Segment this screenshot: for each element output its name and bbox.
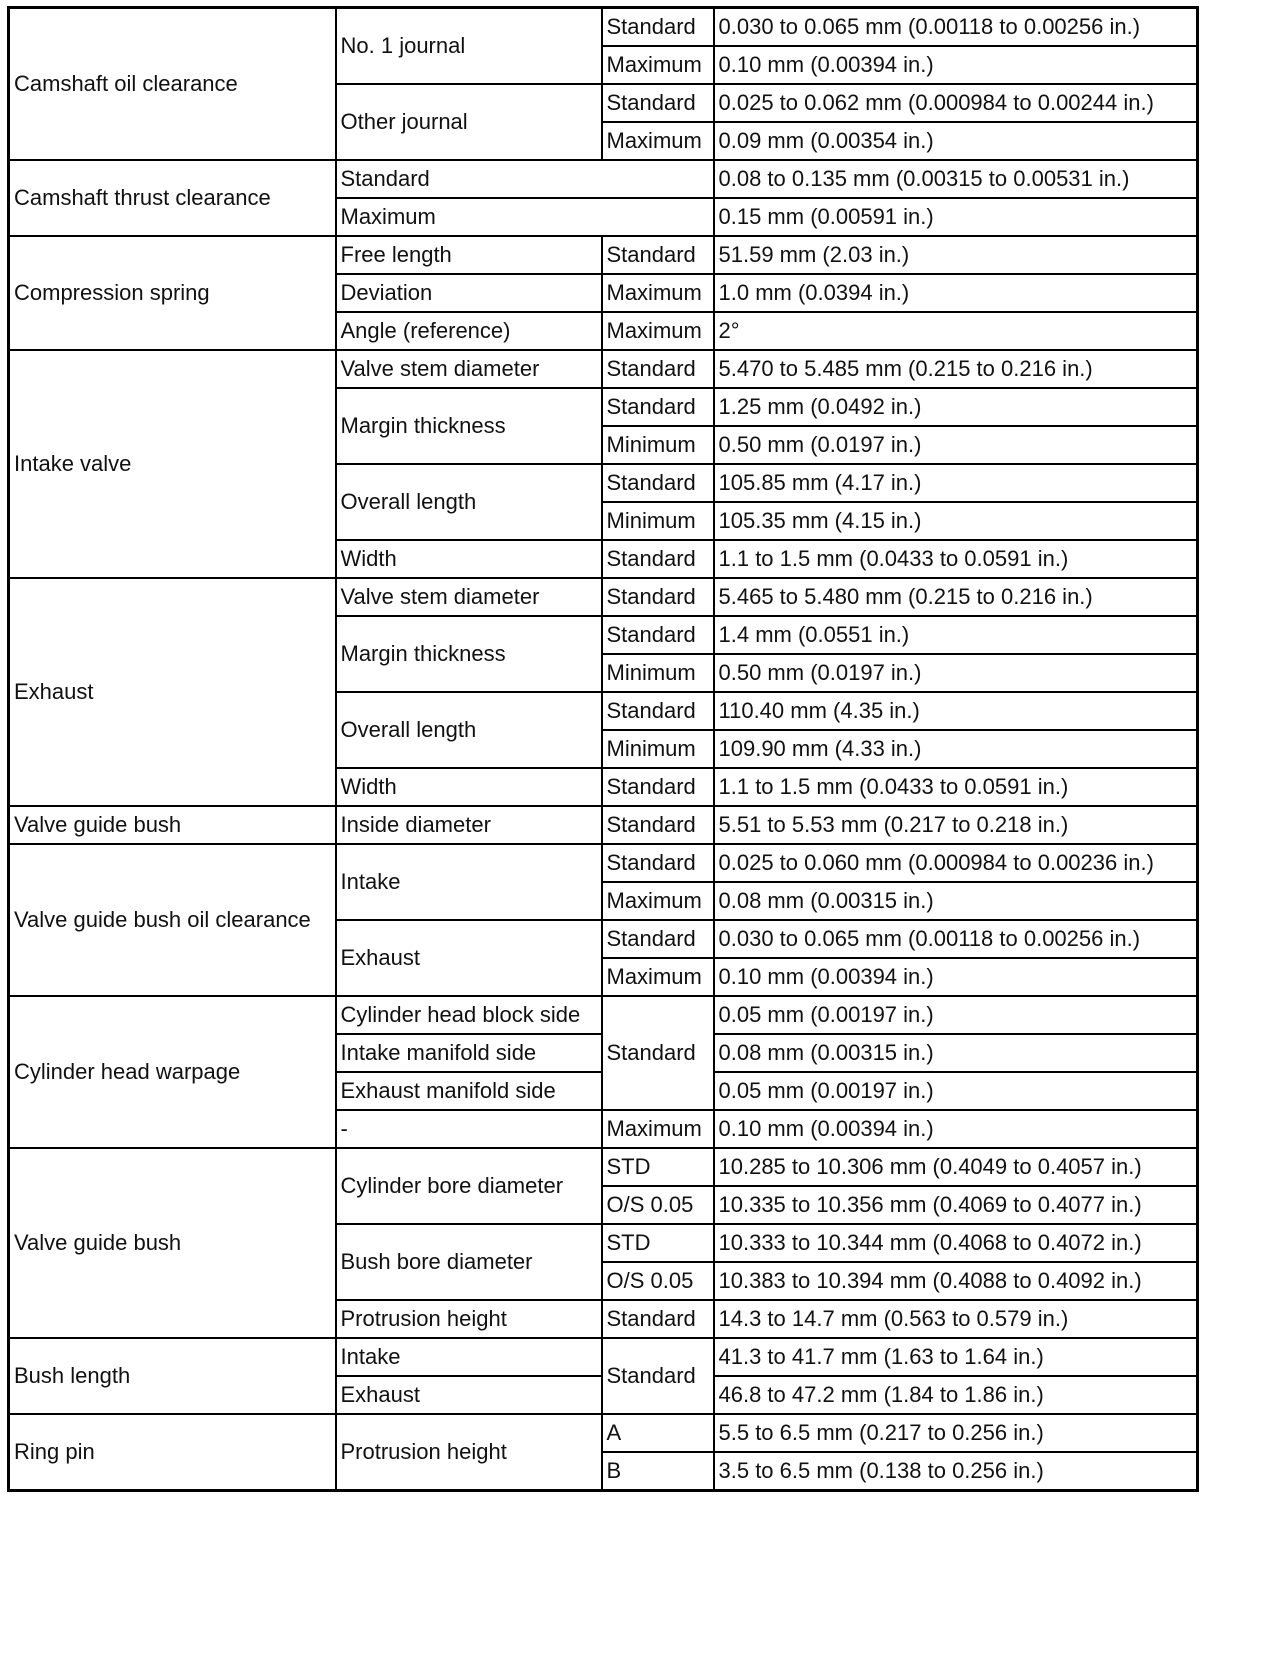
- condition-cell: Minimum: [602, 730, 714, 768]
- parameter-cell: Width: [336, 768, 602, 806]
- condition-cell: Standard: [602, 350, 714, 388]
- value-cell: 10.335 to 10.356 mm (0.4069 to 0.4077 in.): [714, 1186, 1198, 1224]
- table-row: [9, 236, 1198, 274]
- parameter-cell: Free length: [336, 236, 602, 274]
- condition-cell: Standard: [602, 996, 714, 1110]
- group-name-cell: Exhaust: [9, 578, 336, 806]
- value-cell: 105.85 mm (4.17 in.): [714, 464, 1198, 502]
- parameter-cell: Overall length: [336, 464, 602, 540]
- parameter-cell: -: [336, 1110, 602, 1148]
- group-name-cell: Valve guide bush: [9, 806, 336, 844]
- condition-cell: Standard: [602, 540, 714, 578]
- condition-cell: Standard: [602, 1338, 714, 1414]
- parameter-cell: Standard: [336, 160, 714, 198]
- table-row: [9, 578, 1198, 616]
- condition-cell: Standard: [602, 844, 714, 882]
- value-cell: 0.15 mm (0.00591 in.): [714, 198, 1198, 236]
- condition-cell: Maximum: [602, 958, 714, 996]
- condition-cell: Standard: [602, 236, 714, 274]
- value-cell: 0.08 mm (0.00315 in.): [714, 1034, 1198, 1072]
- value-cell: 1.0 mm (0.0394 in.): [714, 274, 1198, 312]
- parameter-cell: Bush bore diameter: [336, 1224, 602, 1300]
- group-name-cell: Camshaft oil clearance: [9, 8, 336, 161]
- value-cell: 46.8 to 47.2 mm (1.84 to 1.86 in.): [714, 1376, 1198, 1414]
- parameter-cell: Protrusion height: [336, 1414, 602, 1491]
- parameter-cell: Margin thickness: [336, 388, 602, 464]
- parameter-cell: Valve stem diameter: [336, 350, 602, 388]
- group-name-cell: Valve guide bush: [9, 1148, 336, 1338]
- value-cell: 109.90 mm (4.33 in.): [714, 730, 1198, 768]
- value-cell: 0.50 mm (0.0197 in.): [714, 654, 1198, 692]
- table-row: [9, 1414, 1198, 1452]
- condition-cell: Standard: [602, 806, 714, 844]
- group-name-cell: Ring pin: [9, 1414, 336, 1491]
- value-cell: 5.5 to 6.5 mm (0.217 to 0.256 in.): [714, 1414, 1198, 1452]
- value-cell: 0.030 to 0.065 mm (0.00118 to 0.00256 in.): [714, 8, 1198, 47]
- value-cell: 0.08 mm (0.00315 in.): [714, 882, 1198, 920]
- parameter-cell: Angle (reference): [336, 312, 602, 350]
- value-cell: 41.3 to 41.7 mm (1.63 to 1.64 in.): [714, 1338, 1198, 1376]
- condition-cell: Standard: [602, 84, 714, 122]
- parameter-cell: Inside diameter: [336, 806, 602, 844]
- condition-cell: Minimum: [602, 654, 714, 692]
- parameter-cell: Exhaust manifold side: [336, 1072, 602, 1110]
- group-name-cell: Valve guide bush oil clearance: [9, 844, 336, 996]
- group-name-cell: Intake valve: [9, 350, 336, 578]
- value-cell: 51.59 mm (2.03 in.): [714, 236, 1198, 274]
- group-name-cell: Camshaft thrust clearance: [9, 160, 336, 236]
- value-cell: 0.05 mm (0.00197 in.): [714, 1072, 1198, 1110]
- value-cell: 14.3 to 14.7 mm (0.563 to 0.579 in.): [714, 1300, 1198, 1338]
- condition-cell: Maximum: [602, 882, 714, 920]
- specification-table-body: [9, 8, 1198, 1491]
- value-cell: 10.333 to 10.344 mm (0.4068 to 0.4072 in.): [714, 1224, 1198, 1262]
- condition-cell: STD: [602, 1148, 714, 1186]
- condition-cell: Maximum: [602, 274, 714, 312]
- parameter-cell: Protrusion height: [336, 1300, 602, 1338]
- value-cell: 5.465 to 5.480 mm (0.215 to 0.216 in.): [714, 578, 1198, 616]
- value-cell: 3.5 to 6.5 mm (0.138 to 0.256 in.): [714, 1452, 1198, 1491]
- table-row: [9, 1148, 1198, 1186]
- value-cell: 0.030 to 0.065 mm (0.00118 to 0.00256 in.): [714, 920, 1198, 958]
- value-cell: 0.10 mm (0.00394 in.): [714, 958, 1198, 996]
- parameter-cell: Valve stem diameter: [336, 578, 602, 616]
- value-cell: 5.470 to 5.485 mm (0.215 to 0.216 in.): [714, 350, 1198, 388]
- value-cell: 0.025 to 0.060 mm (0.000984 to 0.00236 in.): [714, 844, 1198, 882]
- value-cell: 2°: [714, 312, 1198, 350]
- condition-cell: A: [602, 1414, 714, 1452]
- table-row: [9, 8, 1198, 47]
- table-row: [9, 996, 1198, 1034]
- value-cell: 5.51 to 5.53 mm (0.217 to 0.218 in.): [714, 806, 1198, 844]
- condition-cell: Standard: [602, 692, 714, 730]
- parameter-cell: Intake: [336, 1338, 602, 1376]
- parameter-cell: No. 1 journal: [336, 8, 602, 85]
- condition-cell: STD: [602, 1224, 714, 1262]
- condition-cell: O/S 0.05: [602, 1186, 714, 1224]
- value-cell: 0.10 mm (0.00394 in.): [714, 46, 1198, 84]
- parameter-cell: Exhaust: [336, 920, 602, 996]
- parameter-cell: Intake manifold side: [336, 1034, 602, 1072]
- value-cell: 0.10 mm (0.00394 in.): [714, 1110, 1198, 1148]
- table-row: [9, 160, 1198, 198]
- table-row: [9, 350, 1198, 388]
- condition-cell: Minimum: [602, 426, 714, 464]
- table-row: [9, 806, 1198, 844]
- group-name-cell: Bush length: [9, 1338, 336, 1414]
- table-row: [9, 844, 1198, 882]
- condition-cell: Standard: [602, 8, 714, 47]
- parameter-cell: Deviation: [336, 274, 602, 312]
- parameter-cell: Cylinder head block side: [336, 996, 602, 1034]
- condition-cell: Minimum: [602, 502, 714, 540]
- table-row: [9, 1338, 1198, 1376]
- group-name-cell: Compression spring: [9, 236, 336, 350]
- value-cell: 0.05 mm (0.00197 in.): [714, 996, 1198, 1034]
- value-cell: 0.08 to 0.135 mm (0.00315 to 0.00531 in.): [714, 160, 1198, 198]
- value-cell: 0.50 mm (0.0197 in.): [714, 426, 1198, 464]
- parameter-cell: Intake: [336, 844, 602, 920]
- condition-cell: Standard: [602, 388, 714, 426]
- specification-table: [7, 6, 1199, 1492]
- condition-cell: Standard: [602, 768, 714, 806]
- parameter-cell: Other journal: [336, 84, 602, 160]
- condition-cell: Maximum: [602, 46, 714, 84]
- condition-cell: Maximum: [602, 122, 714, 160]
- condition-cell: Standard: [602, 920, 714, 958]
- condition-cell: Standard: [602, 616, 714, 654]
- value-cell: 0.025 to 0.062 mm (0.000984 to 0.00244 in.): [714, 84, 1198, 122]
- value-cell: 105.35 mm (4.15 in.): [714, 502, 1198, 540]
- parameter-cell: Width: [336, 540, 602, 578]
- condition-cell: Standard: [602, 578, 714, 616]
- condition-cell: Standard: [602, 464, 714, 502]
- parameter-cell: Margin thickness: [336, 616, 602, 692]
- group-name-cell: Cylinder head warpage: [9, 996, 336, 1148]
- condition-cell: Maximum: [602, 312, 714, 350]
- condition-cell: B: [602, 1452, 714, 1491]
- parameter-cell: Exhaust: [336, 1376, 602, 1414]
- condition-cell: Standard: [602, 1300, 714, 1338]
- condition-cell: O/S 0.05: [602, 1262, 714, 1300]
- parameter-cell: Cylinder bore diameter: [336, 1148, 602, 1224]
- value-cell: 1.25 mm (0.0492 in.): [714, 388, 1198, 426]
- condition-cell: Maximum: [602, 1110, 714, 1148]
- value-cell: 1.1 to 1.5 mm (0.0433 to 0.0591 in.): [714, 540, 1198, 578]
- value-cell: 10.383 to 10.394 mm (0.4088 to 0.4092 in.): [714, 1262, 1198, 1300]
- value-cell: 1.4 mm (0.0551 in.): [714, 616, 1198, 654]
- value-cell: 0.09 mm (0.00354 in.): [714, 122, 1198, 160]
- value-cell: 1.1 to 1.5 mm (0.0433 to 0.0591 in.): [714, 768, 1198, 806]
- parameter-cell: Maximum: [336, 198, 714, 236]
- value-cell: 10.285 to 10.306 mm (0.4049 to 0.4057 in.): [714, 1148, 1198, 1186]
- value-cell: 110.40 mm (4.35 in.): [714, 692, 1198, 730]
- parameter-cell: Overall length: [336, 692, 602, 768]
